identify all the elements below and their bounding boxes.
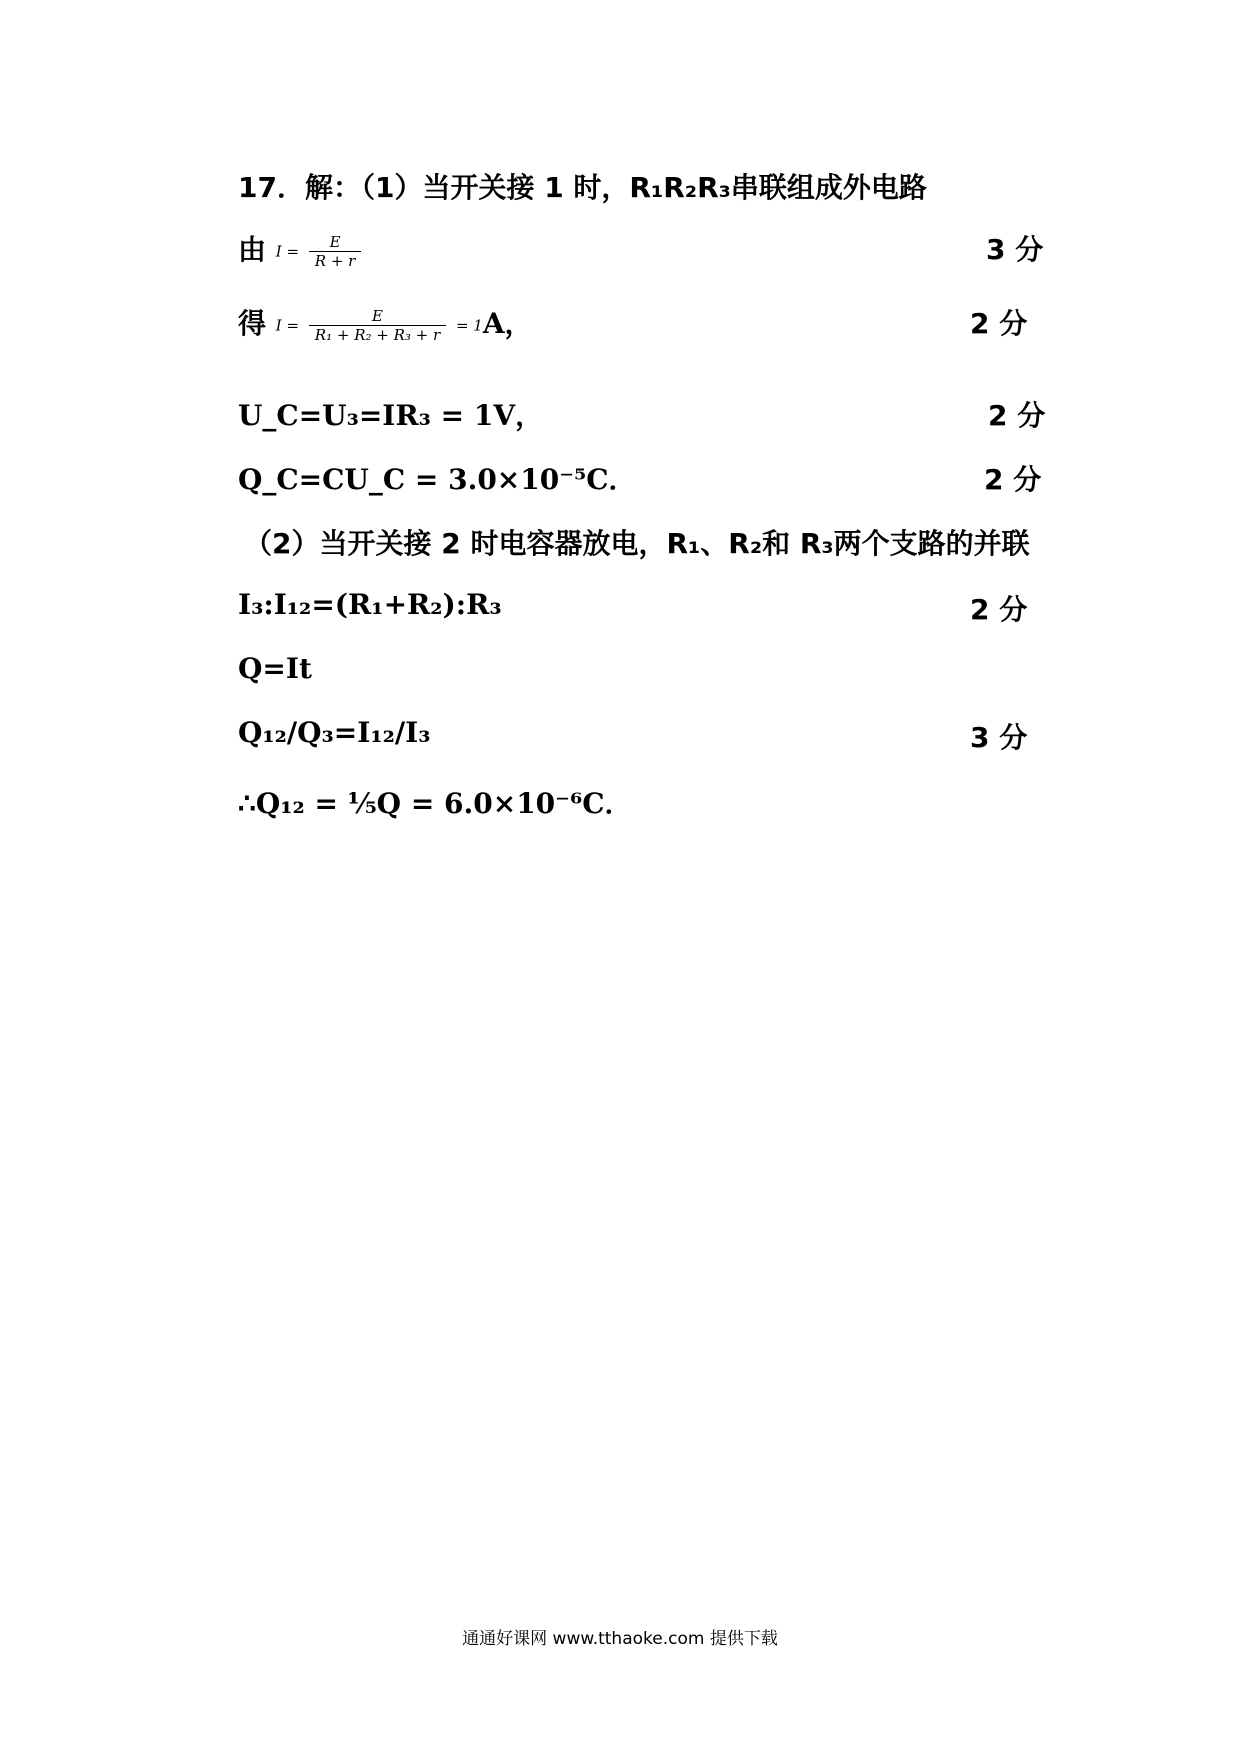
- part-2-heading: （2）当开关接 2 时电容器放电，R₁、R₂和 R₃两个支路的并联: [244, 527, 1030, 560]
- solution-line-4: Q_C=CU_C = 3.0×10⁻⁵C．: [238, 463, 637, 496]
- solution-line-2: 得 I = $\frac{E}{\text{R₁ + R₂ + R₃ + r}}$ = 1A，: [238, 307, 533, 344]
- score-1: 3 分: [986, 233, 1044, 266]
- solution-line-8: ∴Q₁₂ = ⅕Q = 6.0×10⁻⁶C．: [238, 787, 633, 820]
- solution-line-1: 由 I = $\frac{E}{R + r}$: [238, 228, 361, 270]
- solution-line-3: U_C=U₃=IR₃ = 1V，: [238, 399, 544, 432]
- solution-line-6: Q=It: [238, 652, 312, 685]
- solution-heading: 17．解：（1）当开关接 1 时，R₁R₂R₃串联组成外电路: [238, 171, 927, 204]
- score-4: 2 分: [984, 463, 1042, 496]
- score-5: 2 分: [970, 593, 1028, 626]
- solution-line-7: Q₁₂/Q₃=I₁₂/I₃: [238, 716, 431, 749]
- page-footer: 通通好课网 www.tthaoke.com 提供下载: [462, 1629, 778, 1649]
- fraction-e-over-r-plus-r: $\frac{E}{R + r}$: [309, 233, 362, 270]
- solution-line-5: I₃:I₁₂=(R₁+R₂):R₃: [238, 588, 502, 621]
- score-3: 2 分: [988, 399, 1046, 432]
- score-2: 2 分: [970, 307, 1028, 340]
- score-7: 3 分: [970, 721, 1028, 754]
- fraction-e-over-total-resistance: $\frac{E}{\text{R₁ + R₂ + R₃ + r}}$: [309, 307, 446, 344]
